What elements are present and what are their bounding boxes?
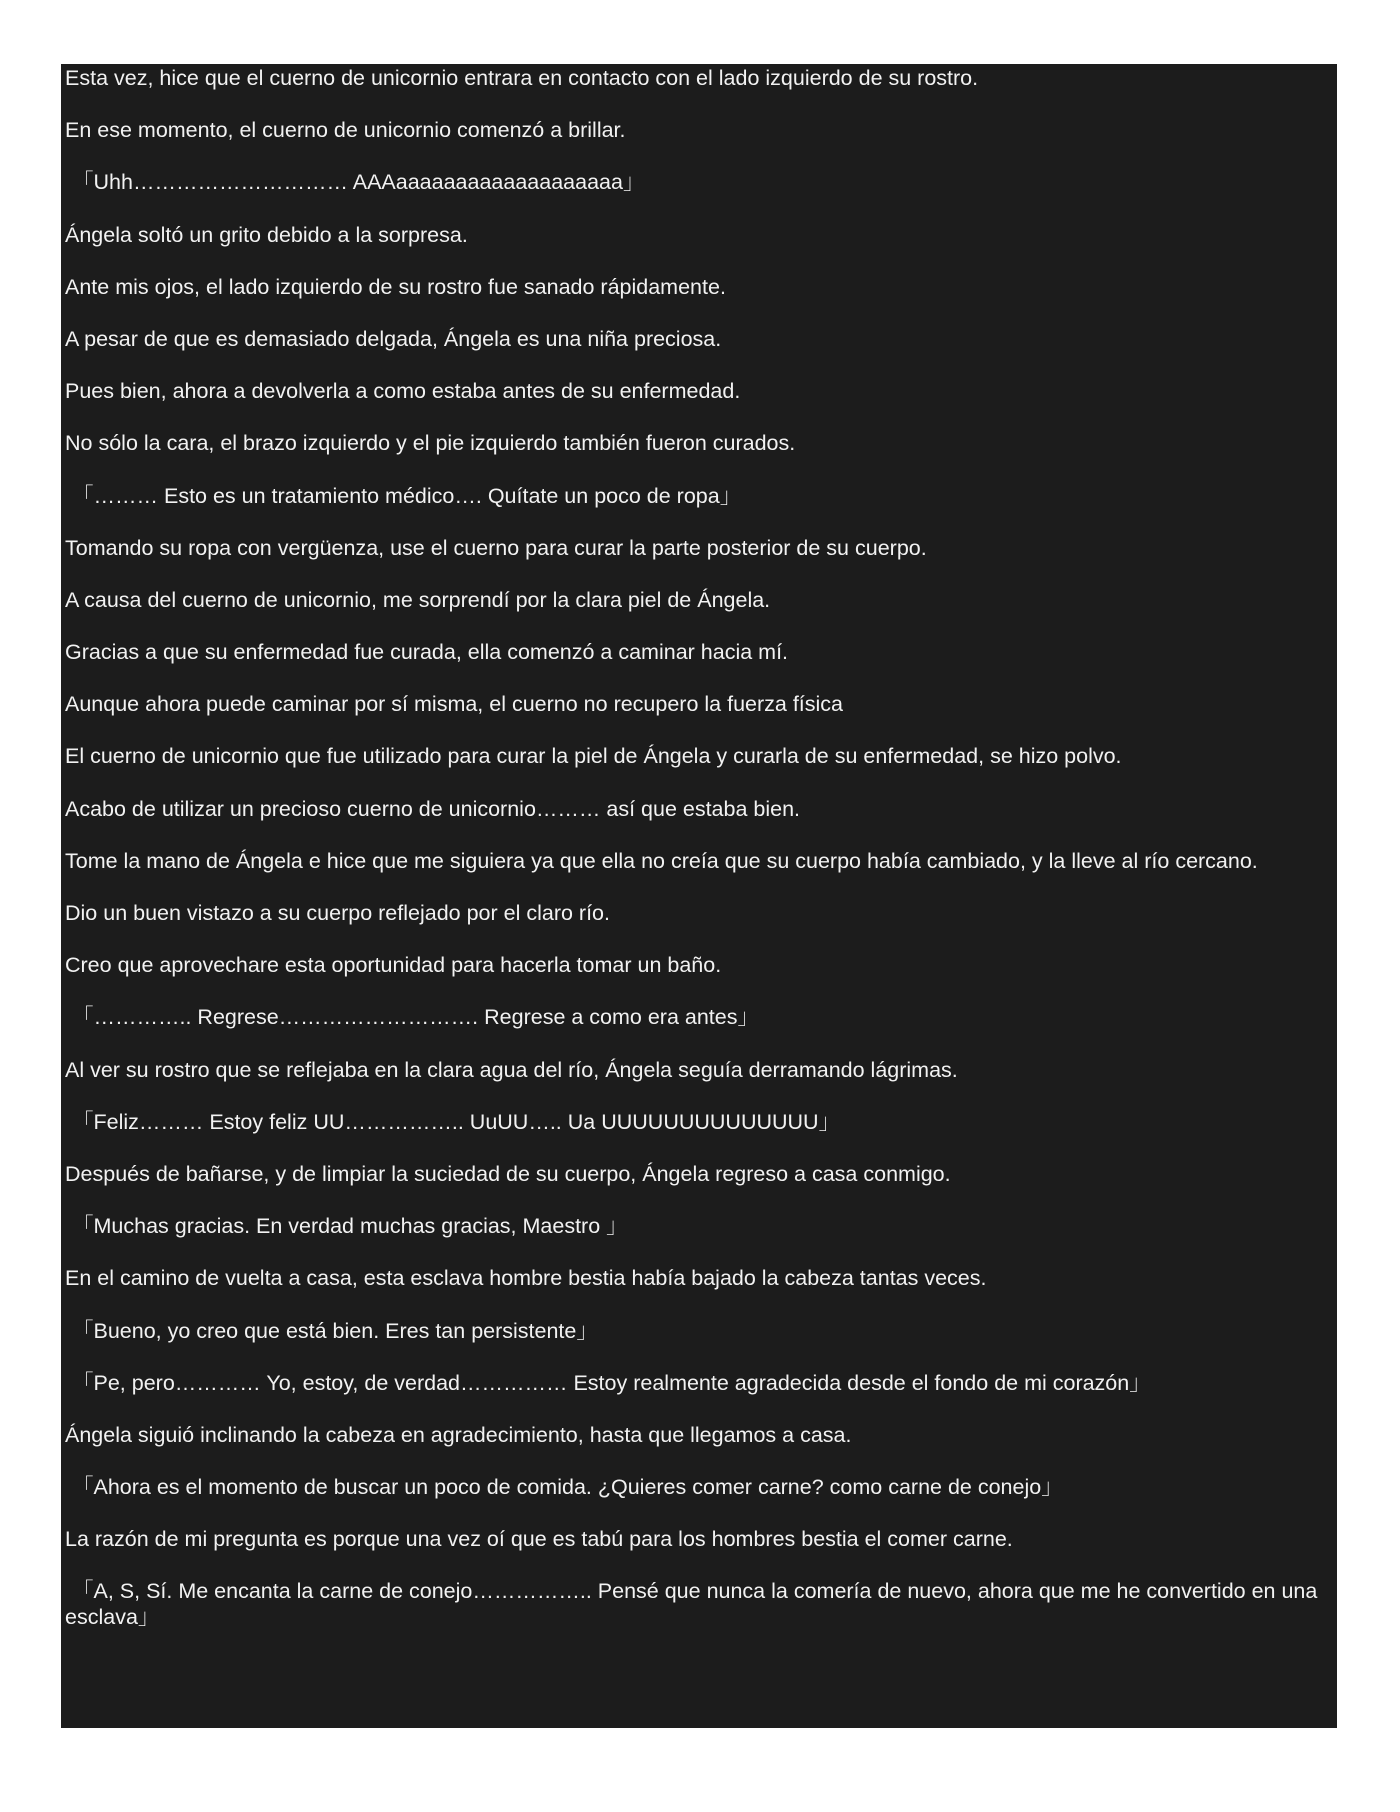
paragraph-22: Después de bañarse, y de limpiar la suciedad de su cuerpo, Ángela regreso a casa conmigo.	[65, 1161, 951, 1186]
paragraph-18: Creo que aprovechare esta oportunidad para hacerla tomar un baño.	[65, 953, 722, 978]
paragraph-11: A causa del cuerno de unicornio, me sorprendí por la clara piel de Ángela.	[65, 587, 771, 612]
paragraph-13: Aunque ahora puede caminar por sí misma, el cuerno no recupero la fuerza física	[65, 692, 844, 717]
paragraph-7: Pues bien, ahora a devolverla a como estaba antes de su enfermedad.	[65, 379, 741, 404]
paragraph-1: Esta vez, hice que el cuerno de unicornio entrara en contacto con el lado izquierdo de su rostro.	[65, 66, 979, 90]
dialog-line-8: 「Ahora es el momento de buscar un poco de comida. ¿Quieres comer carne? como carne de conejo」	[72, 1475, 1063, 1500]
paragraph-8: No sólo la cara, el brazo izquierdo y el pie izquierdo también fueron curados.	[65, 431, 796, 456]
paragraph-17: Dio un buen vistazo a su cuerpo reflejado por el claro río.	[65, 901, 610, 925]
dialog-line-6: 「Bueno, yo creo que está bien. Eres tan persistente」	[72, 1318, 598, 1343]
dialog-line-9: 「A, S, Sí. Me encanta la carne de conejo…………….. Pensé que nunca la comería de nuevo, ahora que me he convertido en una esclava」	[65, 1579, 1318, 1630]
dialog-line-4: 「Feliz……… Estoy feliz UU…………….. UuUU….. Ua UUUUUUUUUUUUUU」	[72, 1109, 841, 1134]
paragraph-5: Ante mis ojos, el lado izquierdo de su rostro fue sanado rápidamente.	[65, 274, 726, 299]
paragraph-6: A pesar de que es demasiado delgada, Ángela es una niña preciosa.	[65, 326, 722, 351]
paragraph-27: Ángela siguió inclinando la cabeza en agradecimiento, hasta que llegamos a casa.	[65, 1422, 852, 1447]
paragraph-24: En el camino de vuelta a casa, esta esclava hombre bestia había bajado la cabeza tantas veces.	[65, 1266, 987, 1291]
paragraph-15: Acabo de utilizar un precioso cuerno de unicornio……… así que estaba bien.	[65, 796, 801, 821]
text-block	[61, 64, 1337, 1728]
paragraph-14: El cuerno de unicornio que fue utilizado para curar la piel de Ángela y curarla de su enfermedad, se hizo polvo.	[65, 744, 1122, 769]
paragraph-4: Ángela soltó un grito debido a la sorpresa.	[65, 222, 468, 247]
dialog-line-3: 「………….. Regrese………………………. Regrese a como era antes」	[72, 1005, 759, 1030]
paragraph-10: Tomando su ropa con vergüenza, use el cuerno para curar la parte posterior de su cuerpo.	[65, 535, 927, 560]
dialog-line-7: 「Pe, pero………… Yo, estoy, de verdad…………… Estoy realmente agradecida desde el fondo de mi corazón」	[72, 1370, 1151, 1395]
paragraph-2: En ese momento, el cuerno de unicornio comenzó a brillar.	[65, 118, 626, 143]
dialog-line-2: 「……… Esto es un tratamiento médico…. Quítate un poco de ropa」	[72, 483, 742, 508]
paragraph-16: Tome la mano de Ángela e hice que me siguiera ya que ella no creía que su cuerpo había cambiado, y la lleve al río cercano.	[65, 848, 1258, 873]
paragraph-20: Al ver su rostro que se reflejaba en la clara agua del río, Ángela seguía derramando lágrimas.	[65, 1057, 958, 1082]
dialog-line-1: 「Uhh………………………… AAAaaaaaaaaaaaaaaaaaaa」	[72, 170, 645, 195]
paragraph-29: La razón de mi pregunta es porque una vez oí que es tabú para los hombres bestia el comer carne.	[65, 1527, 1013, 1552]
paragraph-12: Gracias a que su enfermedad fue curada, ella comenzó a caminar hacia mí.	[65, 640, 789, 665]
dialog-line-5: 「Muchas gracias. En verdad muchas gracias, Maestro 」	[72, 1214, 628, 1239]
